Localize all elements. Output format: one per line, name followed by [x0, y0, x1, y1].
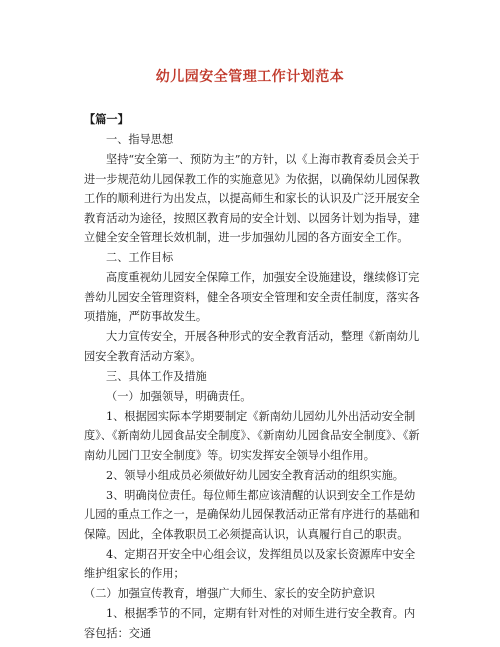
- list-item-4: 4、定期召开安全中心组会议，发挥组员以及家长资源库中安全维护组家长的作用；: [84, 547, 416, 580]
- list-item-3: 3、明确岗位责任。每位师生都应该清醒的认识到安全工作是幼儿园的重点工作之一，是确保幼儿园保教活动正常有序进行的基础和保障。因此，全体教职员工必须提高认识，认真履行自己的职责。: [84, 488, 420, 541]
- subheading-publicity-education: （二）加强宣传教育，增强广大师生、家长的安全防护意识: [84, 587, 375, 600]
- list-item-1: 1、根据园实际本学期要制定《新南幼儿园幼儿外出活动安全制度》、《新南幼儿园食品安全制度》、《新南幼儿园食品安全制度》、《新南幼儿园门卫安全制度》等。切实发挥安全领导小组作用。: [84, 409, 420, 462]
- list-item-2: 2、领导小组成员必须做好幼儿园安全教育活动的组织实施。: [106, 468, 404, 482]
- document-title: 幼儿园安全管理工作计划范本: [155, 69, 345, 85]
- section-header-part-one: 【篇一】: [84, 112, 129, 126]
- paragraph-guiding-ideology: 坚持“安全第一、预防为主”的方针，以《上海市教育委员会关于进一步规范幼儿园保教工作的实施意见》为依据，以确保幼儿园保教工作的顺利进行为出发点，以提高师生和家长的认识及广泛开展安全教育活动为途径，按照区教育局的安全计划、以园务计划为指导，建立健全安全管理长效机制，进一步加强幼儿园的各方面安全工作。: [84, 153, 420, 244]
- paragraph-work-goals-1: 高度重视幼儿园安全保障工作，加强安全设施建设，继续修订完善幼儿园安全管理资料，健全各项安全管理和安全责任制度，落实各项措施，严防事故发生。: [84, 271, 420, 323]
- subheading-strengthen-leadership: （一）加强领导，明确责任。: [106, 389, 252, 403]
- document-body: [84, 110, 422, 644]
- list-item-publicity-1: 1、根据季节的不同，定期有针对性的对师生进行安全教育。内容包括：交通: [84, 607, 416, 640]
- heading-work-goals: 二、工作目标: [106, 251, 174, 264]
- heading-guiding-ideology: 一、指导思想: [106, 133, 174, 146]
- heading-specific-measures: 三、具体工作及措施: [106, 369, 207, 383]
- paragraph-work-goals-2: 大力宣传安全，开展各种形式的安全教育活动，整理《新南幼儿园安全教育活动方案》。: [84, 330, 420, 363]
